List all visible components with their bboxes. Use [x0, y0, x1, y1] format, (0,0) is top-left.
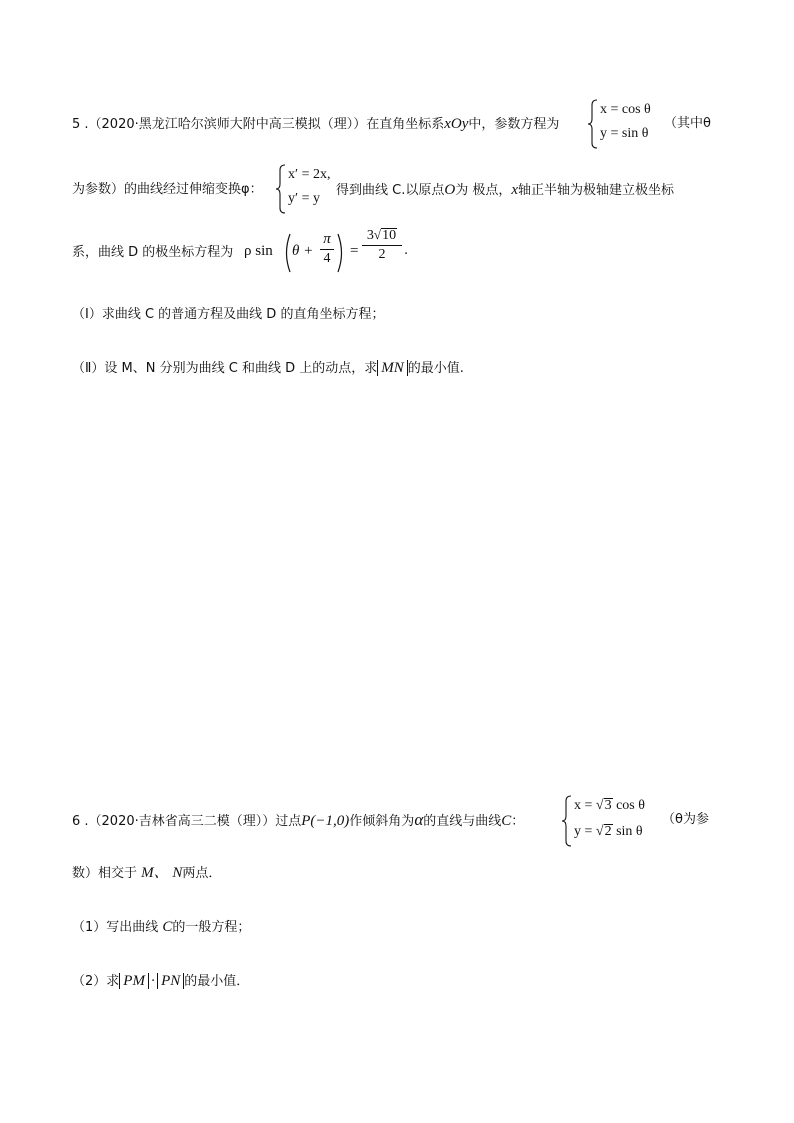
q6-part1	[72, 917, 250, 938]
q6-line1	[72, 810, 524, 832]
q5-line3-prefix: 系，曲线 D 的极坐标方程为	[72, 245, 234, 260]
q6-part1-c: C	[162, 919, 173, 935]
q5-frac-pi-den: 4	[323, 251, 331, 266]
q5-line1-mid: 中，参数方程为	[468, 117, 560, 132]
q5-param-x: x = cos θ	[600, 102, 651, 117]
left-brace-icon	[276, 164, 286, 214]
q6-line1-mid2: 的直线与曲线	[423, 814, 502, 829]
q5-line1	[72, 114, 559, 135]
q5-frac-rhs	[362, 227, 402, 263]
q5-frac-pi-over-4	[320, 231, 334, 267]
q5-transform-system	[276, 164, 336, 214]
q6-alpha: α	[414, 810, 424, 829]
q5-part1: （Ⅰ）求曲线 C 的普通方程及曲线 D 的直角坐标方程；	[72, 307, 385, 322]
q5-polar-lhs: ρ sin	[244, 243, 273, 259]
q5-line3	[72, 243, 233, 263]
q6-curve: C	[501, 813, 512, 829]
q5-abs-mn: MN	[377, 360, 408, 376]
q5-line2-suffix-a: 得到曲线 C.以原点	[336, 183, 445, 198]
q5-transform-y: y′ = y	[288, 191, 320, 206]
q5-param-system	[588, 99, 668, 149]
q5-line2-prefix: 为参数）的曲线经过伸缩变换φ：	[72, 182, 263, 197]
q6-abs-pm: PM	[119, 973, 149, 989]
q5-part2-suffix: 的最小值.	[407, 361, 464, 376]
q6-line2-b: 两点．	[182, 866, 222, 881]
q5-polar-equation	[244, 227, 409, 279]
q5-polar-theta: θ +	[292, 243, 314, 259]
q6-dot: ·	[150, 974, 156, 989]
q6-part2-prefix: （2）求	[72, 974, 120, 989]
q5-transform-x: x′ = 2x,	[288, 167, 331, 182]
q6-line1-prefix: 6 .（2020·吉林省高三二模（理））过点	[72, 814, 302, 829]
q5-line2	[72, 180, 263, 200]
right-paren-icon	[336, 233, 346, 273]
q5-line1-prefix: 5 .（2020·黑龙江哈尔滨师大附中高三模拟（理））在直角坐标系	[72, 117, 445, 132]
q5-line2-suffix	[336, 180, 674, 201]
q5-origin: O	[444, 182, 456, 198]
q5-line2-suffix-c: 轴正半轴为极轴建立极坐标	[518, 183, 675, 198]
q5-xaxis: x	[511, 182, 518, 198]
q6-abs-pn: PN	[157, 973, 184, 989]
q5-equals: =	[350, 243, 359, 259]
q6-line2-mn: M、 N	[141, 865, 183, 881]
q5-line2-suffix-b: 为 极点，	[455, 183, 512, 198]
q6-param-y: y = √2 sin θ	[574, 824, 643, 839]
q6-line2	[72, 863, 221, 884]
q5-part2-prefix: （Ⅱ）设 M、N 分别为曲线 C 和曲线 D 上的动点，求	[72, 361, 378, 376]
left-paren-icon	[282, 233, 292, 273]
q6-line1-mid: 作倾斜角为	[349, 814, 415, 829]
left-brace-icon	[588, 99, 598, 149]
q6-part2	[72, 972, 249, 992]
q5-line3-end: .	[404, 243, 409, 258]
q6-line1-suffix: （θ为参	[662, 812, 709, 827]
q6-param-x: x = √3 cos θ	[574, 798, 645, 813]
q6-part2-suffix: 的最小值．	[184, 974, 250, 989]
q6-param-system	[562, 795, 662, 847]
q5-line1-suffix: （其中θ	[664, 116, 711, 131]
q5-frac-rhs-num: 3√10	[366, 227, 397, 243]
q6-line2-a: 数）相交于	[72, 866, 142, 881]
q5-frac-rhs-den: 2	[378, 247, 386, 262]
q6-point: P(−1,0)	[301, 813, 350, 829]
q6-part1-prefix: （1）写出曲线	[72, 920, 163, 935]
q5-param-y: y = sin θ	[600, 126, 649, 141]
q6-colon: ：	[511, 814, 525, 829]
q5-coord-system: xOy	[444, 116, 469, 132]
q5-frac-pi-num: π	[323, 231, 331, 247]
q6-part1-suffix: 的一般方程；	[172, 920, 251, 935]
q5-part2	[72, 359, 464, 379]
left-brace-icon	[562, 795, 572, 847]
